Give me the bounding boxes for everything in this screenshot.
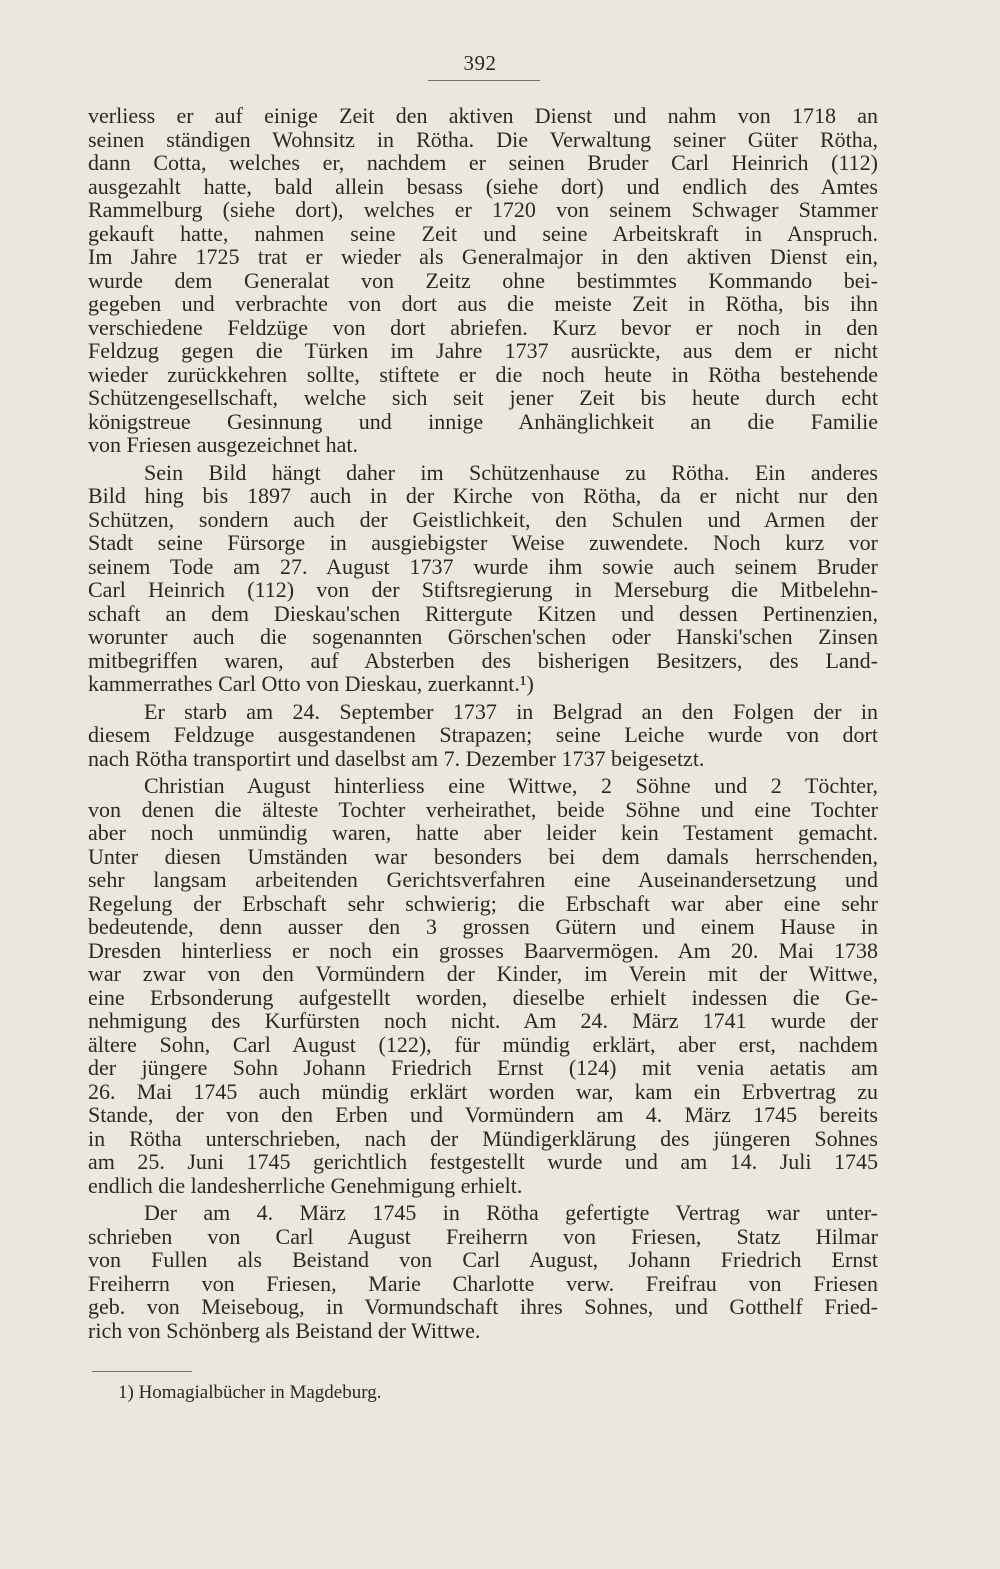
text-line: aber noch unmündig waren, hatte aber leider kein Testament gemacht. bbox=[88, 820, 878, 845]
text-line: von Friesen ausgezeichnet hat. bbox=[88, 432, 359, 457]
text-line: Schützen, sondern auch der Geistlichkeit, den Schulen und Armen der bbox=[88, 506, 878, 532]
text-line: Rammelburg (siehe dort), welches er 1720 von seinem Schwager Stammer bbox=[88, 197, 878, 222]
text-line: Unter diesen Umständen war besonders bei dem damals herrschenden, bbox=[88, 843, 878, 869]
text-line: eine Erbsonderung aufgestellt worden, dieselbe erhielt indessen die Ge- bbox=[88, 984, 878, 1010]
text-line: Regelung der Erbschaft sehr schwierig; die Erbschaft war aber eine sehr bbox=[88, 890, 878, 916]
text-line: war zwar von den Vormündern der Kinder, im Verein mit der Wittwe, bbox=[88, 961, 878, 986]
text-line: mitbegriffen waren, auf Absterben des bisherigen Besitzers, des Land- bbox=[88, 647, 878, 673]
text-line: nach Rötha transportirt und daselbst am 7. Dezember 1737 beigesetzt. bbox=[88, 745, 705, 771]
text-line: endlich die landesherrliche Genehmigung erhielt. bbox=[88, 1172, 523, 1198]
footnote-text: Homagialbücher in Magdeburg. bbox=[138, 1382, 382, 1403]
footnote-rule bbox=[92, 1371, 192, 1372]
text-line: nehmigung des Kurfürsten noch nicht. Am 24. März 1741 wurde der bbox=[88, 1008, 878, 1033]
text-line: in Rötha unterschrieben, nach der Mündigerklärung des jüngeren Sohnes bbox=[88, 1125, 878, 1151]
text-line: verschiedene Feldzüge von dort abriefen. Kurz bevor er noch in den bbox=[88, 314, 878, 340]
header-rule bbox=[428, 80, 540, 81]
text-line: Christian August hinterliess eine Wittwe, 2 Söhne und 2 Töchter, bbox=[144, 773, 878, 798]
text-line: 26. Mai 1745 auch mündig erklärt worden war, kam ein Erbvertrag zu bbox=[88, 1078, 878, 1104]
text-line: sehr langsam arbeitenden Gerichtsverfahren eine Auseinandersetzung und bbox=[88, 867, 878, 892]
text-line: der jüngere Sohn Johann Friedrich Ernst (124) mit venia aetatis am bbox=[88, 1055, 878, 1080]
text-line: diesem Feldzuge ausgestandenen Strapazen; seine Leiche wurde von dort bbox=[88, 722, 878, 747]
text-line: worunter auch die sogenannten Görschen'schen oder Hanski'schen Zinsen bbox=[88, 624, 878, 649]
text-line: verliess er auf einige Zeit den aktiven Dienst und nahm von 1718 an bbox=[88, 103, 878, 128]
page-number: 392 bbox=[463, 51, 497, 75]
text-line: Dresden hinterliess er noch ein grosses Baarvermögen. Am 20. Mai 1738 bbox=[88, 937, 878, 963]
text-line: Er starb am 24. September 1737 in Belgrad an den Folgen der in bbox=[144, 698, 878, 724]
body-text bbox=[88, 104, 878, 1342]
text-line: Schützengesellschaft, welche sich seit jener Zeit bis heute durch echt bbox=[88, 385, 878, 410]
text-line: von denen die älteste Tochter verheirathet, beide Söhne und eine Tochter bbox=[88, 796, 878, 822]
text-line: rich von Schönberg als Beistand der Wittwe. bbox=[88, 1317, 481, 1343]
text-line: ältere Sohn, Carl August (122), für mündig erklärt, aber erst, nachdem bbox=[88, 1031, 878, 1057]
text-line: ausgezahlt hatte, bald allein besass (siehe dort) und endlich des Amtes bbox=[88, 173, 878, 199]
text-line: königstreue Gesinnung und innige Anhänglichkeit an die Familie bbox=[88, 408, 878, 434]
text-line: Carl Heinrich (112) von der Stiftsregierung in Merseburg die Mitbelehn- bbox=[88, 577, 878, 602]
paragraph-4 bbox=[88, 774, 878, 1197]
text-line: Stande, der von den Erben und Vormündern am 4. März 1745 bereits bbox=[88, 1102, 878, 1127]
paragraph-5 bbox=[88, 1201, 878, 1342]
text-line: Freiherrn von Friesen, Marie Charlotte verw. Freifrau von Friesen bbox=[88, 1270, 878, 1296]
footnote bbox=[118, 1381, 381, 1405]
text-line: von Fullen als Beistand von Carl August, Johann Friedrich Ernst bbox=[88, 1247, 878, 1272]
text-line: geb. von Meiseboug, in Vormundschaft ihres Sohnes, und Gotthelf Fried- bbox=[88, 1294, 878, 1319]
text-line: seinem Tode am 27. August 1737 wurde ihm sowie auch seinem Bruder bbox=[88, 553, 878, 579]
paragraph-2 bbox=[88, 461, 878, 696]
text-line: Der am 4. März 1745 in Rötha gefertigte Vertrag war unter- bbox=[144, 1200, 878, 1225]
text-line: Bild hing bis 1897 auch in der Kirche von Rötha, da er nicht nur den bbox=[88, 483, 878, 508]
text-line: dann Cotta, welches er, nachdem er seinen Bruder Carl Heinrich (112) bbox=[88, 150, 878, 175]
text-line: Sein Bild hängt daher im Schützenhause zu Rötha. Ein anderes bbox=[144, 459, 878, 485]
text-line: wurde dem Generalat von Zeitz ohne bestimmtes Kommando bei- bbox=[88, 267, 878, 293]
paragraph-1 bbox=[88, 104, 878, 457]
text-line: gegeben und verbrachte von dort aus die meiste Zeit in Rötha, bis ihn bbox=[88, 291, 878, 316]
text-line: seinen ständigen Wohnsitz in Rötha. Die Verwaltung seiner Güter Rötha, bbox=[88, 126, 878, 152]
text-line: schaft an dem Dieskau'schen Rittergute Kitzen und dessen Pertinenzien, bbox=[88, 600, 878, 626]
text-line: gekauft hatte, nahmen seine Zeit und seine Arbeitskraft in Anspruch. bbox=[88, 220, 878, 246]
text-line: Stadt seine Fürsorge in ausgiebigster Weise zuwendete. Noch kurz vor bbox=[88, 530, 878, 555]
text-line: schrieben von Carl August Freiherrn von Friesen, Statz Hilmar bbox=[88, 1223, 878, 1249]
text-line: Feldzug gegen die Türken im Jahre 1737 ausrückte, aus dem er nicht bbox=[88, 338, 878, 363]
text-line: am 25. Juni 1745 gerichtlich festgestellt wurde und am 14. Juli 1745 bbox=[88, 1149, 878, 1174]
footnote-marker: 1) bbox=[118, 1382, 134, 1403]
text-line: kammerrathes Carl Otto von Dieskau, zuerkannt.¹) bbox=[88, 671, 534, 696]
text-line: bedeutende, denn ausser den 3 grossen Gütern und einem Hause in bbox=[88, 914, 878, 939]
text-line: wieder zurückkehren sollte, stiftete er die noch heute in Rötha bestehende bbox=[88, 361, 878, 387]
text-line: Im Jahre 1725 trat er wieder als Generalmajor in den aktiven Dienst ein, bbox=[88, 244, 878, 269]
paragraph-3 bbox=[88, 700, 878, 771]
